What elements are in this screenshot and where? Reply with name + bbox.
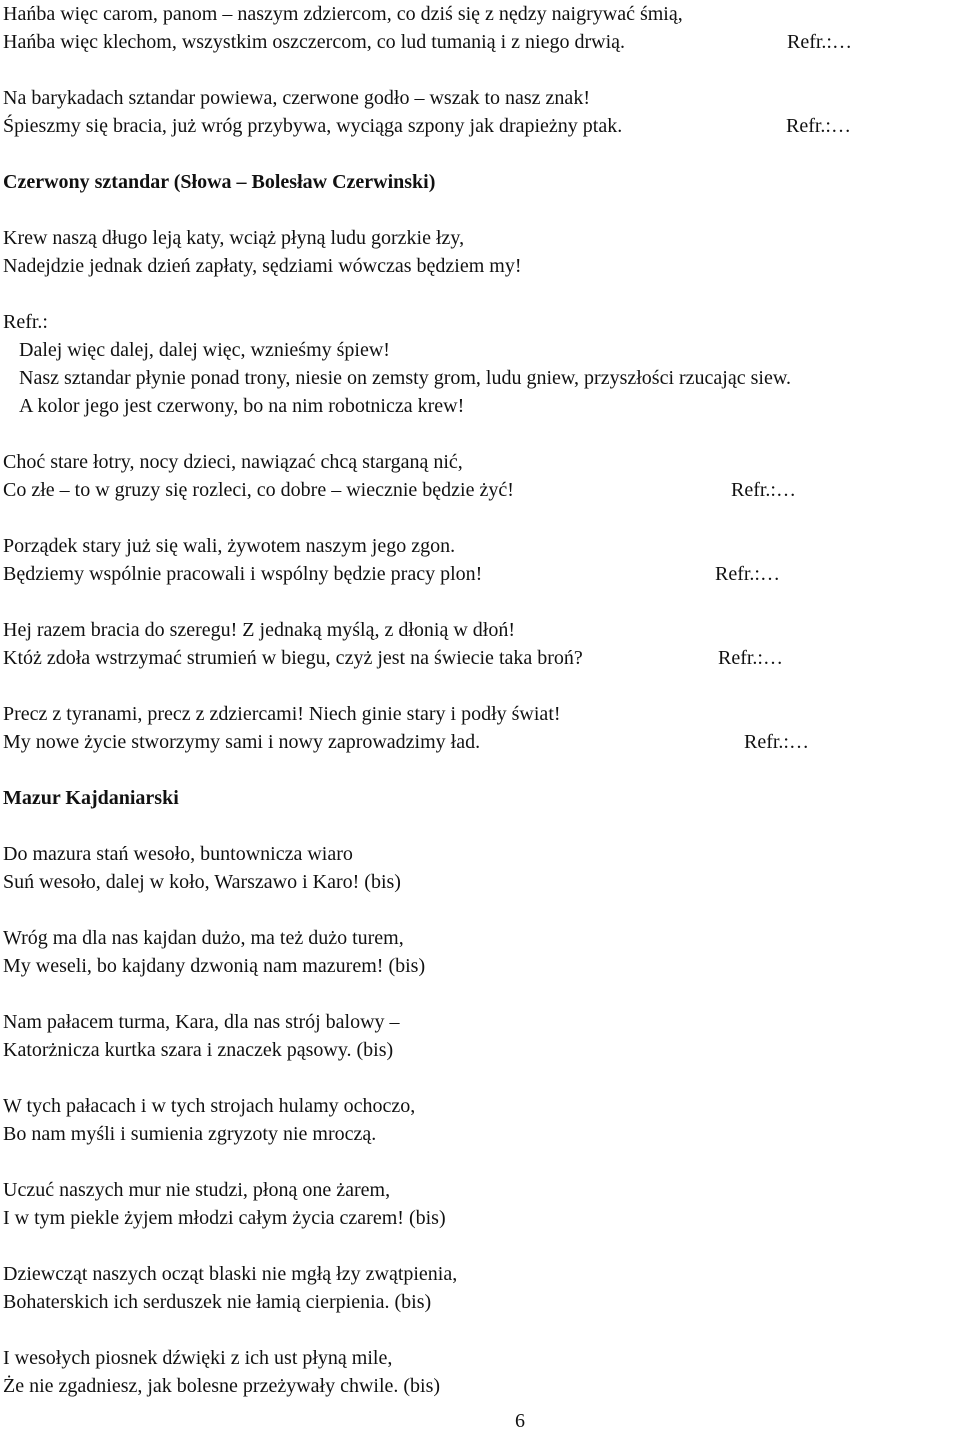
refrain-marker: Refr.:…	[744, 731, 809, 753]
refrain-marker: Refr.:…	[731, 479, 796, 501]
verse-line: Wróg ma dla nas kajdan dużo, ma też dużo turem,	[3, 927, 404, 949]
refrain-line: Dalej więc dalej, dalej więc, wznieśmy śpiew!	[19, 339, 390, 361]
verse-line: Precz z tyranami, precz z zdziercami! Niech ginie stary i podły świat!	[3, 703, 561, 725]
verse-line: Hańba więc carom, panom – naszym zdziercom, co dziś się z nędzy naigrywać śmią,	[3, 3, 683, 25]
verse-line: Nadejdzie jednak dzień zapłaty, sędziami wówczas będziem my!	[3, 255, 522, 277]
page-number: 6	[515, 1410, 525, 1432]
verse-line: My weseli, bo kajdany dzwonią nam mazurem! (bis)	[3, 955, 426, 977]
verse-line: Będziemy wspólnie pracowali i wspólny będzie pracy plon!	[3, 563, 483, 585]
verse-line: Krew naszą długo leją katy, wciąż płyną ludu gorzkie łzy,	[3, 227, 465, 249]
refrain-marker: Refr.:…	[787, 31, 852, 53]
verse-line: My nowe życie stworzymy sami i nowy zaprowadzimy ład.	[3, 731, 481, 753]
song-title: Mazur Kajdaniarski	[3, 787, 179, 809]
refrain-marker: Refr.:…	[715, 563, 780, 585]
verse-line: Bohaterskich ich serduszek nie łamią cierpienia. (bis)	[3, 1291, 432, 1313]
verse-line: Któż zdoła wstrzymać strumień w biegu, czyż jest na świecie taka broń?	[3, 647, 583, 669]
verse-line: Nam pałacem turma, Kara, dla nas strój balowy –	[3, 1011, 400, 1033]
verse-line: Że nie zgadniesz, jak bolesne przeżywały chwile. (bis)	[3, 1375, 441, 1397]
verse-line: Hańba więc klechom, wszystkim oszczercom, co lud tumanią i z niego drwią.	[3, 31, 626, 53]
verse-line: Co złe – to w gruzy się rozleci, co dobre – wiecznie będzie żyć!	[3, 479, 514, 501]
verse-line: Suń wesoło, dalej w koło, Warszawo i Karo! (bis)	[3, 871, 401, 893]
verse-line: Katorżnicza kurtka szara i znaczek pąsowy. (bis)	[3, 1039, 394, 1061]
verse-line: W tych pałacach i w tych strojach hulamy ochoczo,	[3, 1095, 416, 1117]
verse-line: Śpieszmy się bracia, już wróg przybywa, wyciąga szpony jak drapieżny ptak.	[3, 115, 623, 137]
refrain-marker: Refr.:…	[786, 115, 851, 137]
refrain-marker: Refr.:…	[718, 647, 783, 669]
refrain-label: Refr.:	[3, 311, 48, 333]
verse-line: Bo nam myśli i sumienia zgryzoty nie mroczą.	[3, 1123, 377, 1145]
verse-line: Porządek stary już się wali, żywotem naszym jego zgon.	[3, 535, 456, 557]
song-title: Czerwony sztandar (Słowa – Bolesław Czerwinski)	[3, 171, 436, 193]
verse-line: Dziewcząt naszych ocząt blaski nie mgłą łzy zwątpienia,	[3, 1263, 458, 1285]
verse-line: Choć stare łotry, nocy dzieci, nawiązać chcą starganą nić,	[3, 451, 463, 473]
verse-line: I wesołych piosnek dźwięki z ich ust płyną mile,	[3, 1347, 393, 1369]
verse-line: Na barykadach sztandar powiewa, czerwone godło – wszak to nasz znak!	[3, 87, 590, 109]
verse-line: Uczuć naszych mur nie studzi, płoną one żarem,	[3, 1179, 391, 1201]
verse-line: Do mazura stań wesoło, buntownicza wiaro	[3, 843, 353, 865]
verse-line: Hej razem bracia do szeregu! Z jednaką myślą, z dłonią w dłoń!	[3, 619, 516, 641]
refrain-line: Nasz sztandar płynie ponad trony, niesie on zemsty grom, ludu gniew, przyszłości rzucając siew.	[19, 367, 791, 389]
verse-line: I w tym piekle żyjem młodzi całym życia czarem! (bis)	[3, 1207, 446, 1229]
refrain-line: A kolor jego jest czerwony, bo na nim robotnicza krew!	[19, 395, 465, 417]
